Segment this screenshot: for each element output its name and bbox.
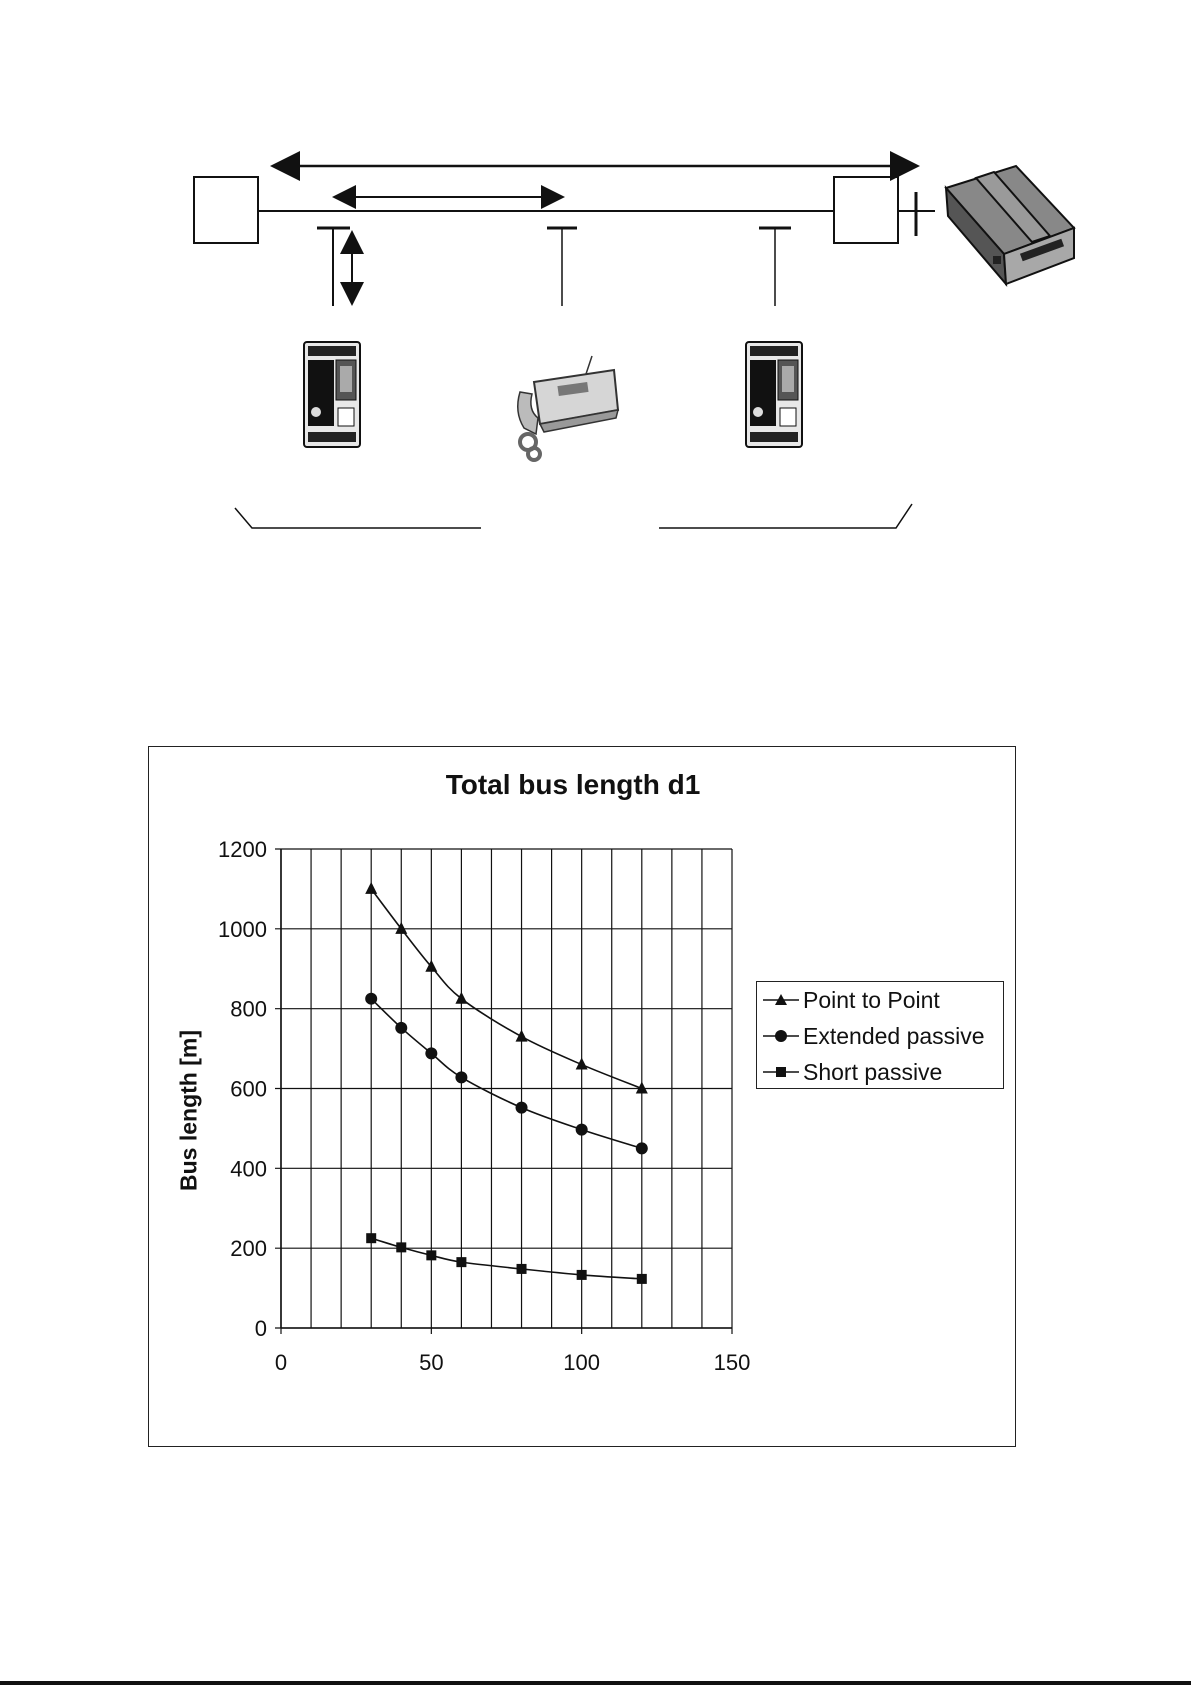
x-tick-label: 150 — [713, 1350, 751, 1375]
data-point-circle — [516, 1102, 528, 1114]
data-point-square — [396, 1242, 406, 1252]
x-tick-label: 0 — [274, 1350, 288, 1375]
handheld-terminal-icon — [518, 356, 618, 460]
drop-1 — [317, 228, 350, 306]
data-point-square — [577, 1270, 587, 1280]
bus-end-box — [834, 177, 898, 243]
io-module-icon — [304, 342, 360, 447]
data-point-triangle — [516, 1030, 528, 1042]
data-point-triangle — [455, 992, 467, 1004]
chart-plot — [149, 747, 1015, 1446]
data-point-square — [637, 1274, 647, 1284]
series-line — [371, 1238, 642, 1279]
io-module-icon — [746, 342, 802, 447]
segment-bracket-right — [659, 504, 912, 528]
data-point-circle — [425, 1047, 437, 1059]
drop-3 — [759, 228, 791, 306]
x-tick-label: 50 — [419, 1350, 444, 1375]
y-tick-label: 600 — [230, 1076, 267, 1102]
x-tick-label: 100 — [563, 1350, 601, 1375]
data-point-circle — [365, 993, 377, 1005]
legend-swatch-triangle — [763, 988, 799, 1012]
y-tick-label: 0 — [254, 1316, 267, 1341]
legend-label: Extended passive — [803, 1023, 985, 1049]
bus-start-box — [194, 177, 258, 243]
y-tick-label: 800 — [230, 996, 267, 1022]
y-axis-title: Bus length [m] — [175, 1030, 202, 1191]
data-point-square — [456, 1257, 466, 1267]
chart-title: Total bus length d1 — [445, 769, 701, 800]
series-line — [371, 999, 642, 1149]
legend-label: Point to Point — [803, 987, 940, 1013]
legend-item — [757, 1018, 1003, 1054]
y-tick-label: 200 — [230, 1236, 267, 1262]
segment-bracket-left — [235, 508, 481, 528]
legend-item — [757, 982, 1003, 1018]
laptop-pc-icon — [946, 166, 1074, 284]
data-point-square — [366, 1233, 376, 1243]
y-tick-label: 400 — [230, 1156, 267, 1182]
y-tick-label: 1000 — [218, 916, 267, 942]
data-point-circle — [455, 1071, 467, 1083]
chart-frame — [148, 746, 1016, 1447]
y-tick-label: 1200 — [218, 837, 267, 862]
page-bottom-rule — [0, 1681, 1191, 1685]
data-point-triangle — [365, 882, 377, 894]
series-line — [371, 889, 642, 1089]
chart-legend — [756, 981, 1004, 1089]
data-point-circle — [576, 1124, 588, 1136]
data-point-square — [517, 1264, 527, 1274]
legend-swatch-square — [763, 1060, 799, 1084]
data-point-circle — [395, 1022, 407, 1034]
bus-topology-diagram — [0, 0, 1191, 560]
data-point-square — [426, 1250, 436, 1260]
legend-label: Short passive — [803, 1059, 943, 1085]
data-point-circle — [636, 1142, 648, 1154]
legend-swatch-circle — [763, 1024, 799, 1048]
legend-item — [757, 1054, 1003, 1090]
drop-2 — [547, 228, 577, 306]
